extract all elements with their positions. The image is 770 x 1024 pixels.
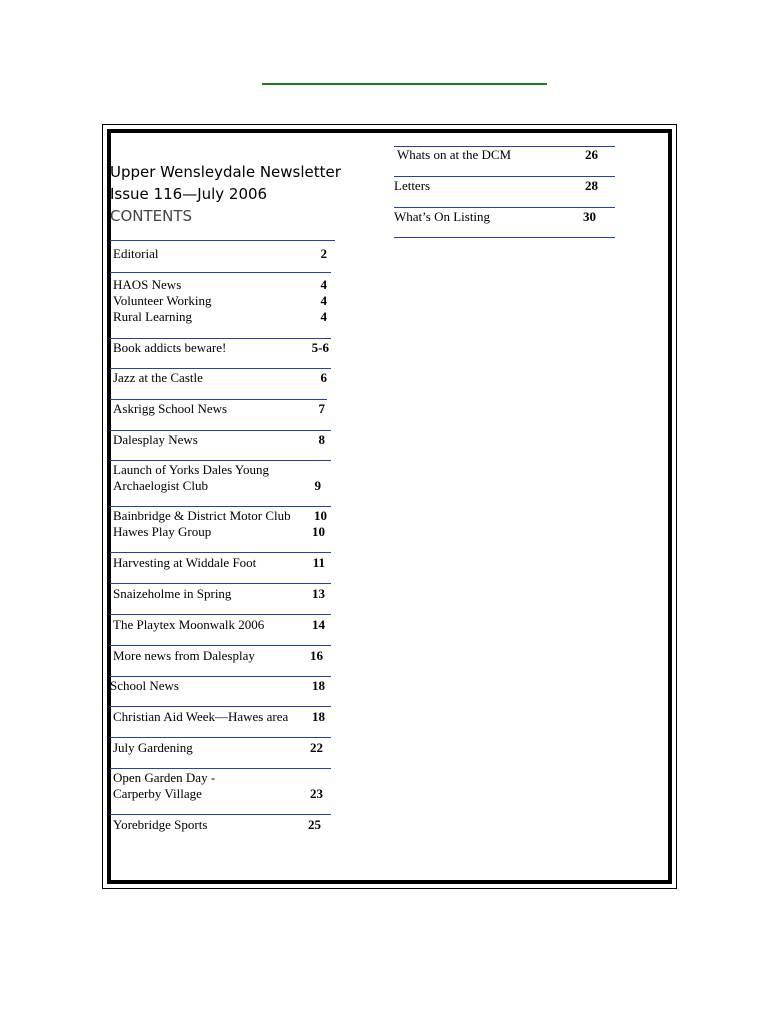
toc-entry-label: Whats on at the DCM [397, 147, 512, 162]
toc-entry-page: 5-6 [311, 340, 329, 355]
contents-label: CONTENTS [110, 207, 193, 225]
toc-entry-label: Volunteer Working [113, 293, 212, 308]
toc-entry-label: Bainbridge & District Motor Club [113, 508, 291, 523]
newsletter-title: Upper Wensleydale Newsletter [110, 163, 341, 181]
issue-line: Issue 116—July 2006 [110, 185, 268, 203]
toc-entry-page: 14 [312, 617, 325, 632]
toc-entry-page: 4 [320, 309, 327, 324]
divider [110, 614, 331, 615]
divider [110, 460, 331, 461]
toc-entry-page: 23 [310, 786, 323, 801]
toc-entry-label: School News [110, 678, 179, 693]
toc-entry-page: 10 [312, 524, 325, 539]
divider [110, 430, 331, 431]
toc-entry-page: 22 [310, 740, 323, 755]
divider [394, 237, 615, 238]
toc-entry-page: 30 [583, 209, 596, 224]
toc-entry-page: 4 [320, 293, 327, 308]
divider [110, 338, 331, 339]
toc-entry-page: 11 [312, 555, 325, 570]
toc-entry-page: 18 [312, 709, 325, 724]
toc-entry-label: Editorial [113, 246, 159, 261]
divider [110, 768, 331, 769]
divider [110, 814, 331, 815]
divider [110, 399, 327, 400]
toc-entry-label: What’s On Listing [394, 209, 491, 224]
toc-entry-label: Launch of Yorks Dales Young [113, 462, 270, 477]
toc-entry-page: 6 [320, 370, 327, 385]
divider [110, 506, 331, 507]
toc-entry-page: 2 [320, 246, 327, 261]
toc-entry-label: Hawes Play Group [113, 524, 212, 539]
toc-entry-label: Rural Learning [113, 309, 193, 324]
toc-entry-page: 10 [314, 508, 327, 523]
top-green-rule [262, 83, 547, 85]
toc-entry-label: Letters [394, 178, 431, 193]
divider [110, 240, 335, 241]
toc-entry-label: Book addicts beware! [113, 340, 227, 355]
toc-entry-label: Snaizeholme in Spring [113, 586, 232, 601]
toc-entry-label: More news from Dalesplay [113, 648, 255, 663]
divider [110, 676, 331, 677]
toc-entry-page: 9 [314, 478, 321, 493]
toc-entry-page: 7 [318, 401, 325, 416]
toc-entry-label: HAOS News [113, 277, 182, 292]
divider [110, 272, 331, 273]
toc-entry-label: Askrigg School News [113, 401, 228, 416]
divider [110, 645, 331, 646]
toc-entry-page: 26 [585, 147, 598, 162]
toc-entry-label: Harvesting at Widdale Foot [113, 555, 257, 570]
toc-entry-label: Open Garden Day - [113, 770, 216, 785]
divider [394, 207, 615, 208]
toc-entry-label: Dalesplay News [113, 432, 198, 447]
divider [110, 552, 331, 553]
toc-entry-label: Christian Aid Week—Hawes area [113, 709, 289, 724]
divider [110, 368, 331, 369]
toc-entry-label: The Playtex Moonwalk 2006 [113, 617, 265, 632]
toc-entry-label: Carperby Village [113, 786, 202, 801]
toc-entry-label: Jazz at the Castle [113, 370, 203, 385]
toc-entry-label: Yorebridge Sports [113, 817, 208, 832]
toc-entry-label: July Gardening [113, 740, 193, 755]
divider [110, 737, 331, 738]
toc-entry-page: 4 [320, 277, 327, 292]
divider [110, 706, 331, 707]
toc-entry-page: 18 [312, 678, 325, 693]
divider [110, 583, 331, 584]
toc-entry-page: 16 [310, 648, 323, 663]
toc-entry-page: 13 [312, 586, 325, 601]
toc-entry-page: 28 [585, 178, 598, 193]
toc-entry-page: 8 [318, 432, 325, 447]
divider [394, 176, 615, 177]
toc-entry-label: Archaelogist Club [113, 478, 208, 493]
toc-entry-page: 25 [308, 817, 321, 832]
